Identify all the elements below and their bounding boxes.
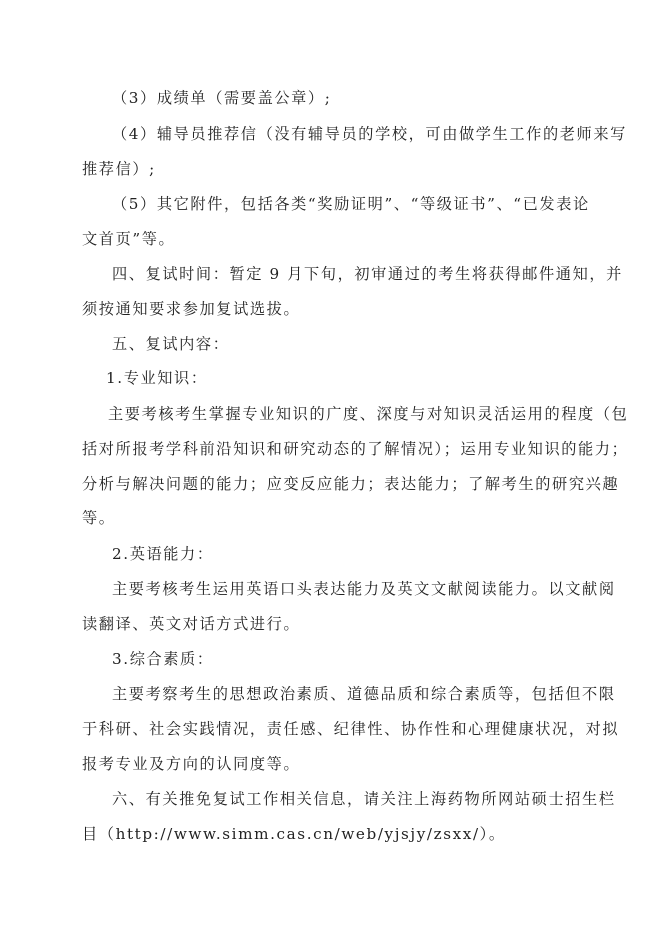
subheading-comprehensive-quality: 3.综合素质： [112, 650, 214, 668]
section-heading-retest-content: 五、复试内容： [112, 335, 230, 353]
section-retest-time-cont: 须按通知要求参加复试选拔。 [82, 300, 301, 318]
paragraph-professional-knowledge-cont1: 括对所报考学科前沿知识和研究动态的了解情况）；运用专业知识的能力； [82, 440, 629, 458]
list-item-recommendation-letter: （4）辅导员推荐信（没有辅导员的学校，可由做学生工作的老师来写 [112, 125, 627, 143]
section-related-info: 六、有关推免复试工作相关信息，请关注上海药物所网站硕士招生栏 [112, 790, 616, 808]
paragraph-professional-knowledge-cont2: 分析与解决问题的能力；应变反应能力；表达能力；了解考生的研究兴趣 [82, 475, 620, 493]
list-item-recommendation-letter-cont: 推荐信）; [82, 160, 156, 178]
paragraph-professional-knowledge: 主要考核考生掌握专业知识的广度、深度与对知识灵活运用的程度（包 [108, 405, 629, 423]
paragraph-comprehensive-quality-cont2: 报考专业及方向的认同度等。 [82, 755, 301, 773]
list-item-attachments: （5）其它附件，包括各类“奖励证明”、“等级证书”、“已发表论 [112, 195, 590, 213]
subheading-english-ability: 2.英语能力： [112, 545, 214, 563]
list-item-transcript: （3）成绩单（需要盖公章）; [112, 89, 332, 107]
list-item-attachments-cont: 文首页”等。 [82, 230, 176, 248]
section-related-info-link[interactable]: 目（http://www.simm.cas.cn/web/yjsjy/zsxx/）。 [82, 825, 506, 843]
paragraph-english-ability-cont: 读翻译、英文对话方式进行。 [82, 615, 301, 633]
paragraph-comprehensive-quality-cont1: 于科研、社会实践情况，责任感、纪律性、协作性和心理健康状况，对拟 [82, 720, 620, 738]
paragraph-comprehensive-quality: 主要考察考生的思想政治素质、道德品质和综合素质等，包括但不限 [112, 685, 616, 703]
section-retest-time: 四、复试时间：暂定 9 月下旬，初审通过的考生将获得邮件通知，并 [112, 265, 623, 283]
paragraph-english-ability: 主要考核考生运用英语口头表达能力及英文文献阅读能力。以文献阅 [112, 580, 616, 598]
subheading-professional-knowledge: 1.专业知识： [106, 369, 208, 387]
paragraph-professional-knowledge-cont3: 等。 [82, 509, 116, 527]
